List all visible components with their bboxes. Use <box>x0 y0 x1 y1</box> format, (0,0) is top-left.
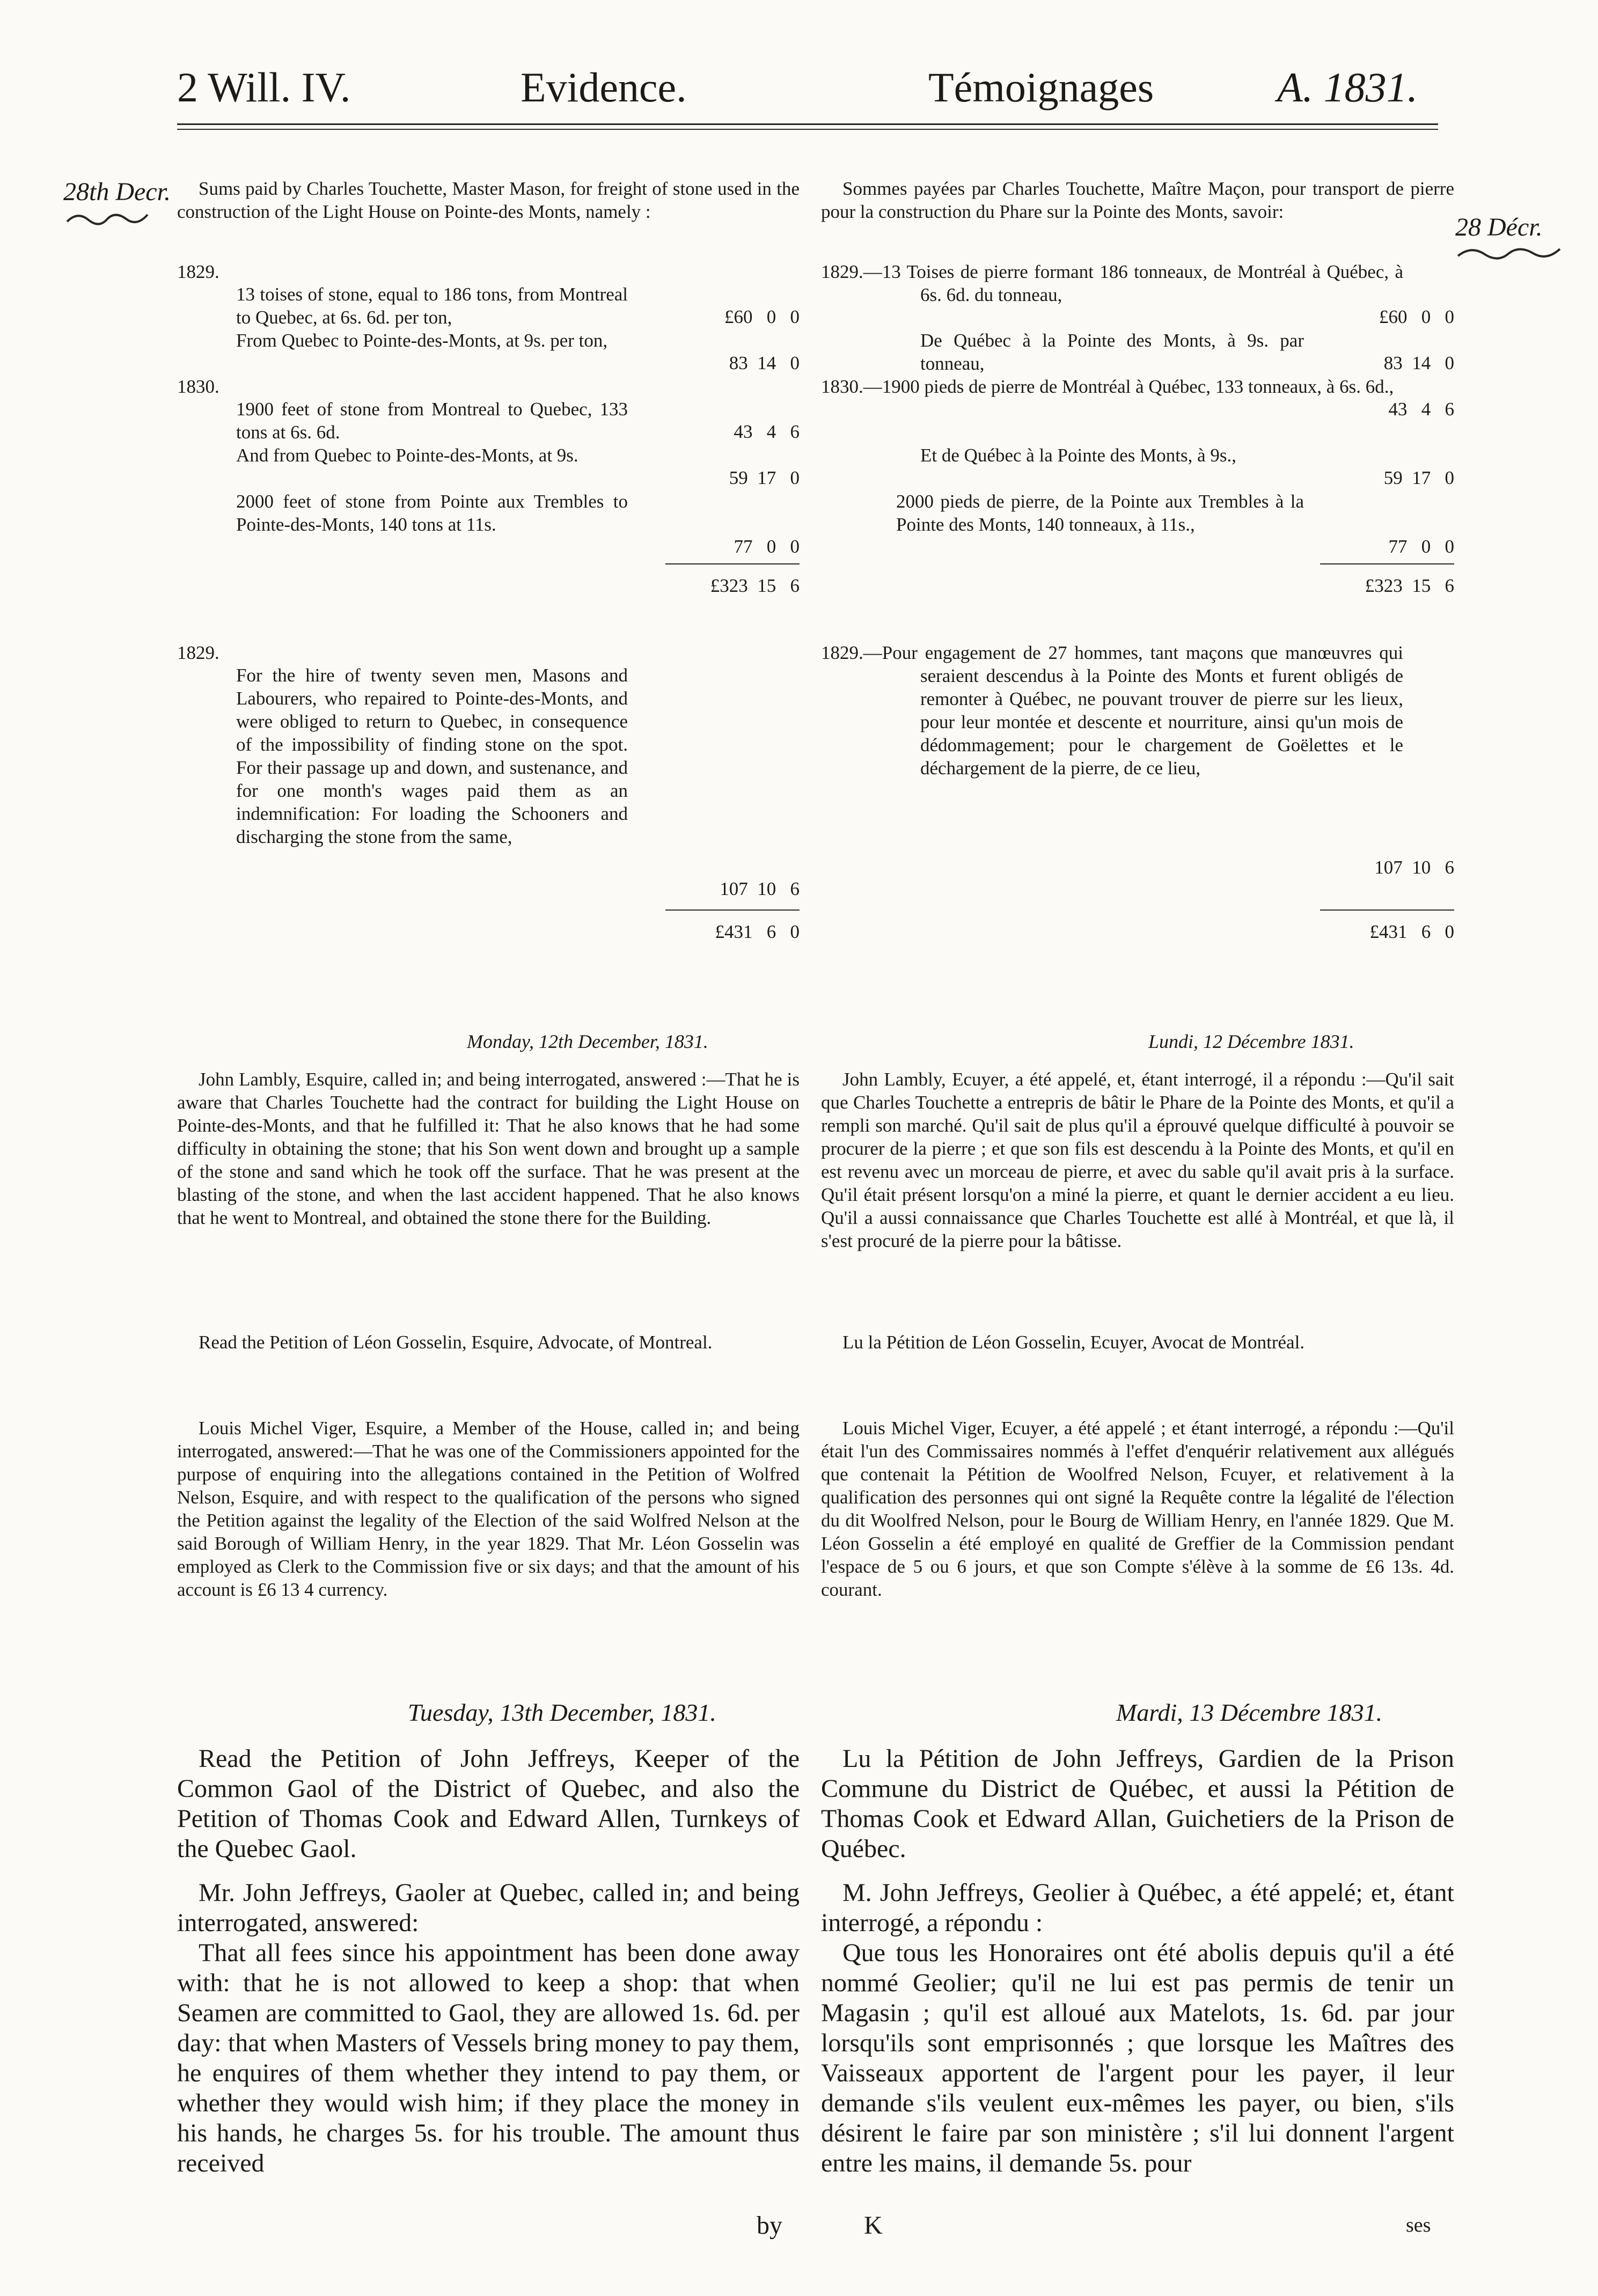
swash-ornament-left <box>64 208 150 230</box>
account-amount: 83 14 0 <box>1383 353 1454 373</box>
swash-ornament-right <box>1455 243 1563 264</box>
account-item: From Quebec to Pointe-des-Monts, at 9s. per ton, <box>236 330 608 351</box>
margin-date-left: 28th Decr. <box>63 178 171 206</box>
account-item: 1829.—13 Toises de pierre formant 186 tonneaux, de Montréal à Québec, à 6s. 6d. du tonneau, <box>821 261 1403 305</box>
header-year: A. 1831. <box>1277 64 1418 111</box>
header-rule-thin <box>177 129 1438 130</box>
account-total: £323 15 6 <box>1365 575 1454 596</box>
catchword-left: by <box>757 2211 782 2240</box>
right-gosselin-petition: Lu la Pétition de Léon Gosselin, Ecuyer, Avocat de Montréal. <box>842 1332 1305 1353</box>
left-gosselin-petition: Read the Petition of Léon Gosselin, Esquire, Advocate, of Montreal. <box>199 1332 713 1353</box>
left-jeffreys-petition: Read the Petition of John Jeffreys, Keeper of the Common Gaol of the District of Quebec, and also the Petition of Thomas Cook and Edward Allen, Turnkeys of the Quebec Gaol. <box>177 1744 800 1863</box>
sum-rule <box>665 563 800 564</box>
left-jeffreys-answer: That all fees since his appointment has been done away with: that he is not allowed to keep a shop: that when Seamen are committed to Gaol, they are allowed 1s. 6d. per day: that when Masters of Vessels bring money to pay them, he enquires of them whether they intend to pay them, or whether they would wish him; if they place the money in his hands, he charges 5s. for his trouble. The amount thus received <box>177 1939 800 2177</box>
account-total: £431 6 0 <box>1369 921 1454 942</box>
header-regnal-year: 2 Will. IV. <box>177 64 351 111</box>
right-jeffreys-answer: Que tous les Honoraires ont été abolis depuis qu'il a été nommé Geolier; qu'il ne lui est pas permis de tenir un Magasin ; qu'il est alloué aux Matelots, 1s. 6d. par jour lorsqu'ils sont emprisonnés ; que lorsque les Maîtres des Vaisseaux apportent de l'argent pour les payer, il leur demande s'ils veulent eux-mêmes les payer, ou bien, s'ils désirent le faire par son ministère ; s'il lui donnent l'argent entre les mains, il demande 5s. pour <box>821 1939 1454 2177</box>
sum-rule <box>1320 909 1454 911</box>
account-item: 1829.—Pour engagement de 27 hommes, tant maçons que manœuvres qui seraient descendus à la Pointe des Monts et furent obligés de remonter à Québec, ne pouvant trouver de pierre sur les lieux, pour leur montée et descente et nourriture, ainsi qu'un mois de dédommagement; pour le chargement de Goëlettes et le déchargement de la pierre, de ce lieu, <box>821 642 1403 779</box>
year-label: 1830. <box>177 376 219 397</box>
sum-rule <box>665 909 800 911</box>
date-tuesday: Tuesday, 13th December, 1831. <box>408 1699 716 1726</box>
left-account-freight <box>177 260 800 625</box>
account-amount: £60 0 0 <box>724 306 800 327</box>
left-lambly-evidence: John Lambly, Esquire, called in; and being interrogated, answered :—That he is aware that Charles Touchette had the contract for building the Light House on Pointe-des-Monts, and that he fulfilled it: That he also knows that he had some difficulty in obtaining the stone; that his Son went down and brought up a sample of the stone and sand which he took off the surface. That he was present at the blasting of the stone, and when the last accident happened. That he also knows that he went to Montreal, and obtained the stone there for the Building. <box>177 1069 800 1228</box>
account-amount: 107 10 6 <box>1374 857 1454 878</box>
right-jeffreys-petition: Lu la Pétition de John Jeffreys, Gardien de la Prison Commune du District de Québec, et aussi la Pétition de Thomas Cook et Edward Allan, Guichetiers de la Prison de Québec. <box>821 1744 1454 1863</box>
account-amount: 107 10 6 <box>720 878 800 899</box>
account-total: £323 15 6 <box>710 575 800 596</box>
right-account-labour <box>821 641 1454 963</box>
account-amount: 59 17 0 <box>729 467 800 488</box>
account-item: 2000 feet of stone from Pointe aux Trembles to Pointe-des-Monts, 140 tons at 11s. <box>236 491 628 535</box>
account-total: £431 6 0 <box>715 921 800 942</box>
margin-date-right: 28 Décr. <box>1455 213 1543 241</box>
account-item: 1900 feet of stone from Montreal to Quebec, 133 tons at 6s. 6d. <box>236 399 628 443</box>
account-item: 2000 pieds de pierre, de la Pointe aux Trembles à la Pointe des Monts, 140 tonneaux, à 11s., <box>896 491 1304 535</box>
header-rule <box>177 123 1438 125</box>
account-item: Et de Québec à la Pointe des Monts, à 9s., <box>920 445 1237 466</box>
left-viger-evidence: Louis Michel Viger, Esquire, a Member of the House, called in; and being interrogated, answered:—That he was one of the Commissioners appointed for the purpose of enquiring into the allegations contained in the Petition of Wolfred Nelson, Esquire, and with respect to the qualification of the persons who signed the Petition against the legality of the Election of the said Wolfred Nelson at the said Borough of William Henry, in the year 1829. That Mr. Léon Gosselin was employed as Clerk to the Commission five or six days; and that the amount of his account is £6 13 4 currency. <box>177 1418 800 1600</box>
date-mardi: Mardi, 13 Décembre 1831. <box>1116 1699 1383 1726</box>
account-amount: £60 0 0 <box>1379 306 1454 327</box>
account-item: For the hire of twenty seven men, Masons and Labourers, who repaired to Pointe-des-Monts, and were obliged to return to Quebec, in consequence of the impossibility of finding stone on the spot. For their passage up and down, and sustenance, and for one month's wages paid them as an indemnification: For loading the Schooners and discharging the stone from the same, <box>236 665 628 847</box>
account-amount: 43 4 6 <box>734 421 800 442</box>
account-amount: 43 4 6 <box>1388 399 1454 420</box>
account-amount: 77 0 0 <box>734 536 800 557</box>
left-intro: Sums paid by Charles Touchette, Master Mason, for freight of stone used in the construction of the Light House on Pointe-des Monts, namely : <box>177 178 800 222</box>
year-label: 1829. <box>177 261 219 282</box>
account-item: 13 toises of stone, equal to 186 tons, from Montreal to Quebec, at 6s. 6d. per ton, <box>236 284 628 328</box>
right-lambly-evidence: John Lambly, Ecuyer, a été appelé, et, étant interrogé, il a répondu :—Qu'il sait que Charles Touchette a entrepris de bâtir le Phare de la Pointe des Monts, et qu'il a rempli son marché. Qu'il sait de plus qu'il a éprouvé quelque difficulté à pouvoir se procurer de la pierre ; et que son fils est descendu à la Pointe des Monts, et qu'il en est revenu avec un morceau de pierre, et avec du sable qu'il avait pris à la surface. Qu'il était présent lorsqu'on a miné la pierre, et quant le dernier accident a eu lieu. Qu'il a aussi connaissance que Charles Touchette est allé à Montréal, et que là, il s'est procuré de la pierre pour la bâtisse. <box>821 1069 1454 1251</box>
account-item: 1830.—1900 pieds de pierre de Montréal à Québec, 133 tonneaux, à 6s. 6d., <box>821 376 1394 397</box>
header-temoignages: Témoignages <box>928 64 1154 111</box>
right-account-freight <box>821 260 1454 625</box>
catchword-right: ses <box>1406 2214 1431 2236</box>
date-monday: Monday, 12th December, 1831. <box>467 1031 708 1052</box>
sum-rule <box>1320 563 1454 564</box>
account-item: And from Quebec to Pointe-des-Monts, at 9s. <box>236 445 578 466</box>
year-label: 1829. <box>177 642 219 663</box>
account-item: De Québec à la Pointe des Monts, à 9s. par tonneau, <box>920 330 1304 374</box>
right-intro: Sommes payées par Charles Touchette, Maître Maçon, pour transport de pierre pour la construction du Phare sur la Pointe des Monts, savoir: <box>821 178 1454 222</box>
header-evidence: Evidence. <box>521 64 687 111</box>
right-viger-evidence: Louis Michel Viger, Ecuyer, a été appelé ; et étant interrogé, a répondu :—Qu'il était l'un des Commissaires nommés à l'effet d'enquérir relativement aux allégués que contenait la Pétition de Woolfred Nelson, Fcuyer, et relativement à la qualification des personnes qui ont signé la Requête contre la légalité de l'élection du dit Woolfred Nelson, pour le Bourg de William Henry, en l'année 1829. Que M. Léon Gosselin a été employé en qualité de Greffier de la Commission pendant l'espace de 5 ou 6 jours, et que son Compte s'élève à la somme de £6 13s. 4d. courant. <box>821 1418 1454 1600</box>
date-lundi: Lundi, 12 Décembre 1831. <box>1148 1031 1354 1052</box>
left-account-labour <box>177 641 800 963</box>
account-amount: 83 14 0 <box>729 353 800 373</box>
right-jeffreys-called: M. John Jeffreys, Geolier à Québec, a été appelé; et, étant interrogé, a répondu : <box>821 1879 1454 1937</box>
signature-mark: K <box>864 2211 883 2240</box>
account-amount: 59 17 0 <box>1383 467 1454 488</box>
left-jeffreys-called: Mr. John Jeffreys, Gaoler at Quebec, called in; and being interrogated, answered: <box>177 1879 800 1937</box>
account-amount: 77 0 0 <box>1388 536 1454 557</box>
